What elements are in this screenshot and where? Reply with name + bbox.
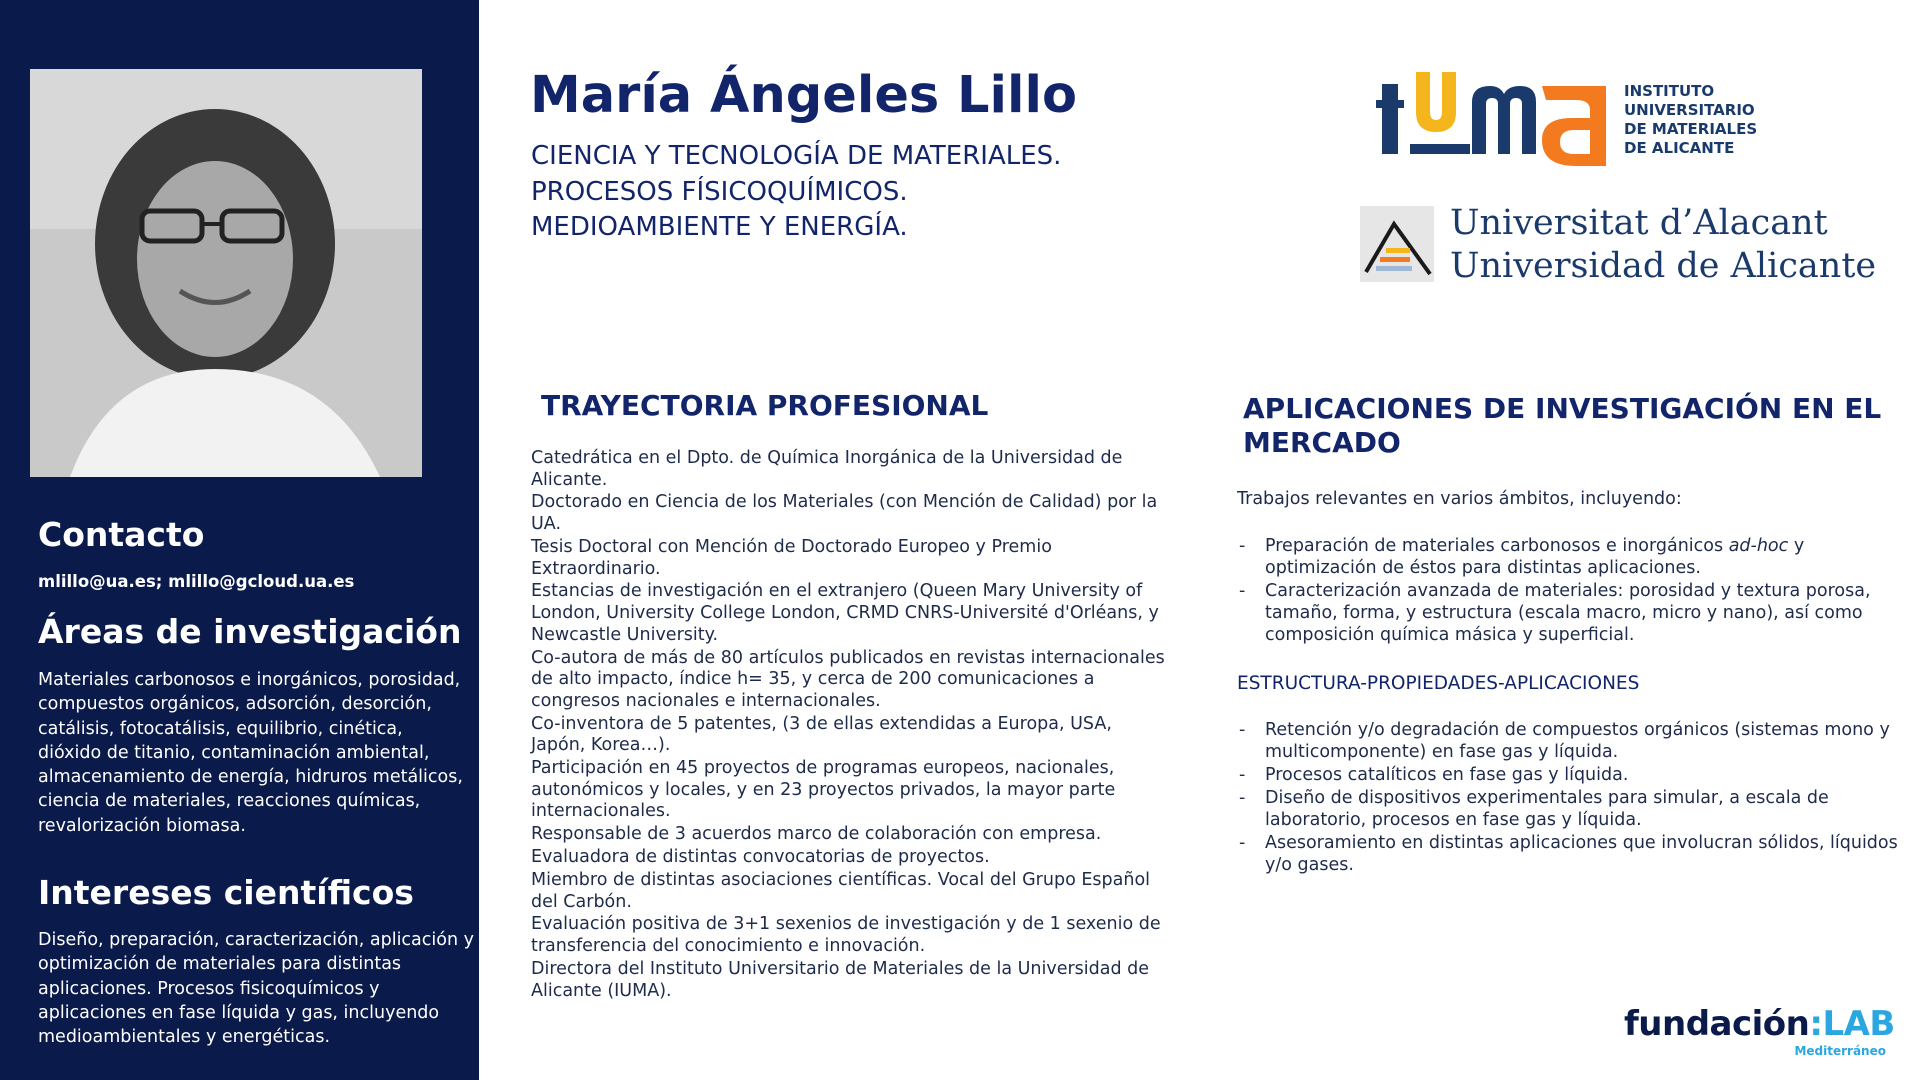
structure-bullet: - Diseño de dispositivos experimentales para simular, a escala de laboratorio, procesos en fase gas y líquida. — [1237, 788, 1902, 832]
scientific-interests-text: Diseño, preparación, caracterización, aplicación y optimización de materiales para distintas aplicaciones. Procesos fisicoquímicos y aplicaciones en fase líquida y gas, incluyendo medioambientales y energéticas. — [38, 930, 474, 1048]
iuma-line: INSTITUTO — [1624, 82, 1715, 100]
iuma-mark-icon — [1376, 62, 1606, 166]
applications-heading-line: APLICACIONES DE INVESTIGACIÓN EN EL — [1243, 392, 1882, 425]
career-item: Co-inventora de 5 patentes, (3 de ellas extendidas a Europa, USA, Japón, Korea…). — [531, 713, 1112, 756]
lab-text: :LAB — [1809, 1004, 1895, 1044]
contact-email[interactable]: mlillo@ua.es; mlillo@gcloud.ua.es — [38, 572, 355, 591]
applications-intro: Trabajos relevantes en varios ámbitos, incluyendo: — [1237, 489, 1682, 509]
career-item: Evaluadora de distintas convocatorias de proyectos. — [531, 847, 990, 868]
ua-logo-text — [1450, 202, 1876, 288]
iuma-line: UNIVERSITARIO — [1624, 101, 1755, 119]
bullet-text: y optimización de éstos para distintas aplicaciones. — [1265, 536, 1805, 578]
ua-line: Universitat d’Alacant — [1450, 203, 1828, 243]
ua-emblem-icon — [1360, 206, 1434, 282]
iuma-line: DE MATERIALES — [1624, 120, 1758, 138]
bullet-text: Preparación de materiales carbonosos e inorgánicos — [1265, 536, 1729, 556]
fundacion-lab-subtext: Mediterráneo — [1794, 1044, 1886, 1058]
bullet-text: Caracterización avanzada de materiales: porosidad y textura porosa, tamaño, forma, y estructura (escala macro, micro y nano), así como composición química másica y superficial. — [1265, 581, 1871, 645]
structure-list — [1237, 720, 1902, 879]
iuma-logo-text — [1624, 82, 1757, 158]
ua-line: Universidad de Alicante — [1450, 246, 1877, 286]
bullet-emphasis: ad-hoc — [1728, 536, 1789, 556]
profile-photo — [30, 69, 422, 477]
career-item: Catedrática en el Dpto. de Química Inorgánica de la Universidad de Alicante. — [531, 448, 1123, 490]
career-item: Evaluación positiva de 3+1 sexenios de investigación y de 1 sexenio de transferencia del conocimiento e innovación. — [531, 914, 1161, 957]
scientific-interests-heading: Intereses científicos — [38, 873, 414, 912]
fundacion-lab-wordmark — [1624, 1004, 1895, 1044]
career-item: Estancias de investigación en el extranjero (Queen Mary University of London, University College London, CRMD CNRS-Université d'Orléans, y Newcastle University. — [531, 581, 1159, 645]
sidebar — [0, 0, 479, 1080]
research-areas-heading: Áreas de investigación — [38, 612, 462, 651]
iuma-line: DE ALICANTE — [1624, 139, 1735, 157]
contact-heading: Contacto — [38, 515, 205, 554]
applications-list — [1237, 536, 1902, 648]
career-item: Participación en 45 proyectos de programas europeos, nacionales, autonómicos y locales, y en 23 proyectos privados, la mayor parte internacionales. — [531, 758, 1116, 822]
fundacion-text: fundación — [1624, 1004, 1810, 1044]
applications-heading-line: MERCADO — [1243, 426, 1401, 459]
career-heading: TRAYECTORIA PROFESIONAL — [541, 389, 989, 422]
structure-subheading: ESTRUCTURA-PROPIEDADES-APLICACIONES — [1237, 673, 1640, 694]
subtitle-line: PROCESOS FÍSICOQUÍMICOS. — [531, 176, 908, 207]
subtitle — [531, 139, 1061, 246]
structure-bullet: - Procesos catalíticos en fase gas y líquida. — [1237, 765, 1902, 787]
structure-bullet: - Retención y/o degradación de compuestos orgánicos (sistemas mono y multicomponente) en fase gas y líquida. — [1237, 720, 1902, 764]
application-bullet — [1237, 536, 1902, 580]
fundacion-lab-logo — [1624, 1004, 1894, 1064]
applications-heading — [1243, 392, 1881, 460]
career-item: Miembro de distintas asociaciones científicas. Vocal del Grupo Español del Carbón. — [531, 869, 1151, 912]
person-name: María Ángeles Lillo — [530, 66, 1078, 125]
career-item: Co-autora de más de 80 artículos publicados en revistas internacionales de alto impacto, índice h= 35, y cerca de 200 comunicaciones a congresos nacionales e internacionales. — [531, 647, 1165, 711]
subtitle-line: MEDIOAMBIENTE Y ENERGÍA. — [531, 212, 908, 242]
structure-bullet: - Asesoramiento en distintas aplicaciones que involucran sólidos, líquidos y/o gases. — [1237, 833, 1902, 877]
subtitle-line: CIENCIA Y TECNOLOGÍA DE MATERIALES. — [531, 141, 1062, 171]
career-item: Tesis Doctoral con Mención de Doctorado Europeo y Premio Extraordinario. — [531, 536, 1052, 579]
career-item: Responsable de 3 acuerdos marco de colaboración con empresa. — [531, 824, 1102, 845]
iuma-logo — [1376, 62, 1758, 166]
application-bullet — [1237, 581, 1902, 646]
research-areas-text: Materiales carbonosos e inorgánicos, porosidad, compuestos orgánicos, adsorción, desorción, catálisis, fotocatálisis, equilibrio, cinética, dióxido de titanio, contaminación ambiental, almacenamiento de energía, hidruros metálicos, ciencia de materiales, reacciones químicas, revalorización biomasa. — [38, 670, 463, 836]
career-item: Doctorado en Ciencia de los Materiales (con Mención de Calidad) por la UA. — [531, 492, 1158, 535]
career-item: Directora del Instituto Universitario de Materiales de la Universidad de Alicante (IUMA). — [531, 958, 1150, 1001]
university-alicante-logo — [1360, 202, 1877, 288]
career-list — [531, 448, 1171, 1003]
